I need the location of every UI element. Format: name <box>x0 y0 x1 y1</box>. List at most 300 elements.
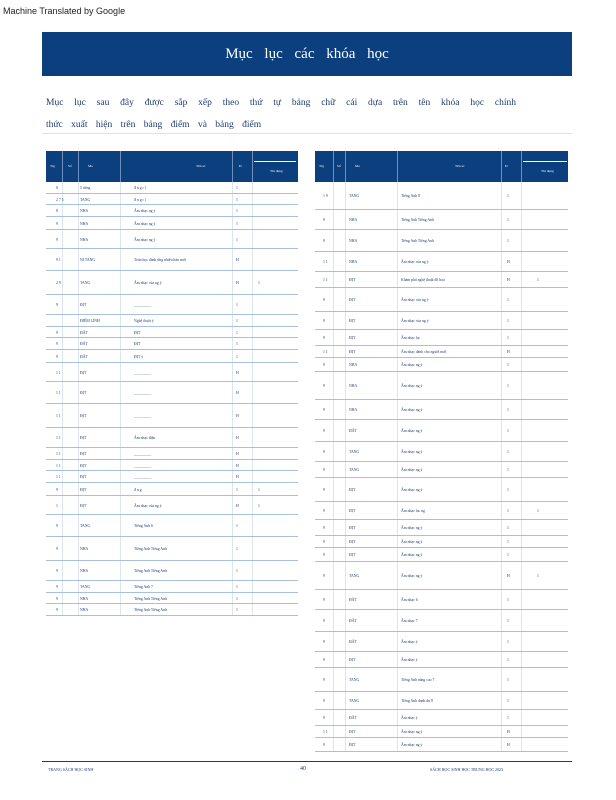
cell-c3: ĐỊT <box>134 342 141 346</box>
table-row <box>46 271 298 295</box>
table-row <box>46 593 298 604</box>
table-row <box>315 502 568 520</box>
cell-c3: _________ <box>134 391 152 395</box>
table-body-right <box>315 182 568 752</box>
cell-c2: TANG <box>349 450 360 454</box>
table-row <box>46 561 298 581</box>
cell-c4: 1 <box>507 699 509 703</box>
cell-c2: ĐỊT <box>349 730 356 734</box>
cell-c1: 9 <box>323 319 325 323</box>
table-row <box>46 537 298 561</box>
table-row <box>46 496 298 515</box>
cell-c1: 9 <box>56 524 58 528</box>
course-table-left <box>46 151 298 616</box>
table-row <box>46 327 298 338</box>
cell-c1: 9 <box>56 355 58 359</box>
table-row <box>315 710 568 726</box>
cell-c1: 9 <box>56 222 58 226</box>
cell-c4: 1 <box>507 336 509 340</box>
cell-c2: ĐỊT <box>349 488 356 492</box>
cell-c1: 1 <box>56 504 58 508</box>
cell-c5: 1 <box>258 504 260 508</box>
cell-c1: 9 <box>323 619 325 623</box>
page-number: 40 <box>300 766 306 772</box>
table-row <box>315 536 568 548</box>
table-row <box>46 295 298 315</box>
cell-c1: 9 1 <box>56 258 61 262</box>
intro-paragraph <box>46 92 516 136</box>
cell-c3: ĐỊT <box>134 331 141 335</box>
cell-c4: 1 <box>507 526 509 530</box>
cell-c4: H <box>236 504 239 508</box>
cell-c1: 1 1 <box>323 278 328 282</box>
cell-c1: 1 1 <box>56 391 61 395</box>
cell-c3: Âm nhạc của ng ý <box>134 281 162 285</box>
cell-c4: 1 <box>236 524 238 528</box>
cell-c4: 1 <box>507 658 509 662</box>
table-row <box>46 217 298 230</box>
cell-c1: 1 1 <box>323 730 328 734</box>
table-row <box>315 652 568 668</box>
cell-c2: ĐỊT <box>349 509 356 513</box>
cell-c4: 1 <box>236 186 238 190</box>
cell-c4: 1 <box>507 540 509 544</box>
cell-c2: TANG <box>80 585 91 589</box>
cell-c2: ĐỊT <box>349 319 356 323</box>
cell-c3: Âm nhạc 7 <box>401 619 418 623</box>
cell-c2: ĐỊT <box>80 475 87 479</box>
table-row <box>315 462 568 478</box>
table-row <box>315 272 568 288</box>
cell-c4: H <box>507 743 510 747</box>
table-row <box>315 726 568 738</box>
cell-c1: 9 <box>323 450 325 454</box>
cell-c4: 1 <box>236 608 238 612</box>
cell-c1: 9 <box>323 239 325 243</box>
cell-c3: Âm nhạc ng ý <box>401 429 423 433</box>
cell-c1: 9 <box>323 540 325 544</box>
cell-c3: Nghệ thuật ý <box>134 319 154 323</box>
cell-c4: 1 <box>236 209 238 213</box>
cell-c2: ĐẤT <box>349 640 357 644</box>
cell-c1: 9 <box>323 716 325 720</box>
cell-c3: Âm nhạc của ng ý <box>134 504 162 508</box>
table-body-left <box>46 182 298 616</box>
cell-c4: 1 <box>507 468 509 472</box>
cell-c2: NHA <box>349 239 358 243</box>
cell-c4: 1 <box>236 331 238 335</box>
cell-c4: 1 <box>507 553 509 557</box>
cell-c1: 2 7 5 <box>56 198 64 202</box>
cell-c1: 9 <box>56 331 58 335</box>
course-table-right <box>315 151 568 752</box>
cell-c1: 2 9 <box>56 281 61 285</box>
table-row <box>46 382 298 404</box>
cell-c4: 1 <box>507 450 509 454</box>
cell-c2: NHA <box>349 363 358 367</box>
table-row <box>315 610 568 632</box>
cell-c3: Âm nhạc dành cho người mới <box>401 350 447 354</box>
cell-c2: ĐẤT <box>349 598 357 602</box>
table-row <box>46 350 298 363</box>
cell-c3: Tiếng Anh Tiếng Anh <box>134 569 167 573</box>
intro-divider <box>42 133 572 134</box>
cell-c3: Tiếng Anh Tiếng Anh <box>134 597 167 601</box>
cell-c4: 1 <box>236 222 238 226</box>
cell-c1: 9 <box>323 574 325 578</box>
cell-c4: 1 <box>507 619 509 623</box>
cell-c1: 1 1 <box>323 260 328 264</box>
cell-c1: 9 <box>56 303 58 307</box>
cell-c3: đ n g r l <box>134 198 146 202</box>
table-row <box>46 194 298 205</box>
cell-c4: 1 <box>236 342 238 346</box>
cell-c3: Tiếng Anh danh dự 8 <box>401 699 434 703</box>
cell-c3: ĐỊT ý <box>134 355 144 359</box>
cell-c4: H <box>236 436 239 440</box>
table-row <box>315 288 568 312</box>
cell-c3: Âm nhạc ng ý <box>401 468 423 472</box>
cell-c2: NHA <box>80 569 89 573</box>
cell-c2: ĐỊT <box>349 540 356 544</box>
cell-c2: NHA <box>80 209 89 213</box>
cell-c2: TANG <box>80 524 91 528</box>
cell-c4: 1 <box>236 238 238 242</box>
cell-c3: Âm nhạc ý <box>401 640 418 644</box>
cell-c5: 1 <box>537 278 539 282</box>
table-row <box>315 632 568 652</box>
cell-c4: H <box>236 391 239 395</box>
cell-c3: Tiếng Anh Tiếng Anh <box>401 218 434 222</box>
cell-c1: 9 <box>323 363 325 367</box>
cell-c2: ĐỊT <box>349 350 356 354</box>
header-ma: Ma <box>88 164 93 168</box>
cell-c1: 9 <box>323 488 325 492</box>
cell-c3: Âm nhạc của ng ý <box>401 319 429 323</box>
footer-left: TRANG SÁCH HỌC SINH <box>48 767 94 772</box>
table-row <box>315 478 568 502</box>
cell-c2: TANG <box>80 198 91 202</box>
cell-c4: 1 <box>507 218 509 222</box>
cell-c1: 9 <box>323 553 325 557</box>
cell-c2: TANG <box>349 194 360 198</box>
cell-c5: 1 <box>537 574 539 578</box>
table-header <box>315 151 568 182</box>
cell-c2: ĐẤT <box>80 342 88 346</box>
footer-right: SÁCH HỌC SINH HỌC TRUNG HỌC 2023 <box>430 767 504 772</box>
cell-c2: ĐỊT <box>349 658 356 662</box>
table-row <box>46 363 298 382</box>
table-row <box>46 460 298 471</box>
cell-c4: 1 <box>507 384 509 388</box>
cell-c4: 1 <box>507 678 509 682</box>
cell-c1: 9 <box>323 468 325 472</box>
cell-c4: 1 <box>236 198 238 202</box>
table-row <box>315 520 568 536</box>
cell-c3: Âm nhạc ng ý <box>401 526 423 530</box>
header-so: Số <box>68 164 72 168</box>
table-row <box>46 404 298 428</box>
cell-c4: 1 <box>236 355 238 359</box>
cell-c4: 1 <box>236 547 238 551</box>
header-name: Tên sổ <box>455 164 465 168</box>
cell-c1: 9 <box>323 743 325 747</box>
table-row <box>46 515 298 537</box>
cell-c1: 9 <box>323 526 325 530</box>
cell-c3: Tiếng Anh 6 <box>134 524 153 528</box>
cell-c4: 1 <box>507 429 509 433</box>
cell-c1: 9 <box>56 569 58 573</box>
cell-c3: Âm nhạc của ng ý <box>401 298 429 302</box>
table-row <box>315 330 568 346</box>
table-row <box>46 182 298 194</box>
page-title: Mục lục các khóa học <box>42 32 572 76</box>
cell-c2: NHA <box>80 222 89 226</box>
table-row <box>46 471 298 483</box>
cell-c1: 1 1 <box>56 414 61 418</box>
table-row <box>315 312 568 330</box>
cell-c3: Tiếng Anh Tiếng Anh <box>134 547 167 551</box>
table-row <box>315 400 568 420</box>
header-trg: Trg <box>319 164 324 168</box>
cell-c3: Âm nhạc ng ý <box>401 363 423 367</box>
cell-c3: Âm nhạc ý <box>401 658 418 662</box>
cell-c1: 1 1 <box>323 350 328 354</box>
cell-c2: TANG <box>80 281 91 285</box>
cell-c4: 1 <box>507 640 509 644</box>
cell-c2: TANG <box>349 699 360 703</box>
cell-c4: 1 <box>236 319 238 323</box>
intro-line-1: Mục lục sau đây được sắp xếp theo thứ tự bảng chữ cái dựa trên tên khóa học chính <box>46 98 516 108</box>
table-row <box>46 249 298 271</box>
table-row <box>46 604 298 616</box>
cell-c4: 1 <box>507 716 509 720</box>
table-row <box>315 346 568 358</box>
cell-c3: _________ <box>134 371 152 375</box>
cell-c3: Âm nhạc ng ý <box>134 238 156 242</box>
cell-c4: 1 <box>236 303 238 307</box>
cell-c3: Âm nhạc ng ý <box>134 209 156 213</box>
cell-c4: 1 <box>507 509 509 513</box>
cell-c4: 1 <box>236 488 238 492</box>
cell-c2: NHA <box>349 260 358 264</box>
cell-c2: ĐẤT <box>80 355 88 359</box>
table-row <box>315 442 568 462</box>
table-row <box>315 230 568 252</box>
table-row <box>315 590 568 610</box>
cell-c2: ĐỊT <box>80 303 87 307</box>
cell-c1: 9 <box>56 585 58 589</box>
cell-c1: 9 <box>56 488 58 492</box>
table-row <box>46 483 298 496</box>
table-row <box>315 548 568 562</box>
cell-c3: Âm nhạc ng ý <box>401 450 423 454</box>
cell-c4: H <box>236 464 239 468</box>
table-row <box>315 668 568 692</box>
cell-c4: H <box>507 260 510 264</box>
cell-c1: 9 <box>323 298 325 302</box>
header-credit: Tín dụng <box>541 169 554 173</box>
cell-c3: _________ <box>134 414 152 418</box>
cell-c3: Tiếng Anh Tiếng Anh <box>134 608 167 612</box>
cell-c3: đ n g <box>134 488 142 492</box>
cell-c1: 9 <box>323 218 325 222</box>
table-row <box>46 205 298 217</box>
cell-c2: ĐỊT <box>349 526 356 530</box>
cell-c2: TANG <box>349 574 360 578</box>
table-header <box>46 151 298 182</box>
cell-c3: Âm nhạc ý <box>401 716 418 720</box>
cell-c1: 8 <box>56 209 58 213</box>
cell-c2: ĐẤT <box>349 716 357 720</box>
footer-divider <box>42 761 572 762</box>
table-row <box>46 448 298 460</box>
cell-c1: 1 1 <box>56 436 61 440</box>
cell-c2: ĐỊT <box>80 452 87 456</box>
cell-c3: Âm nhạc ng ý <box>401 384 423 388</box>
table-row <box>315 372 568 400</box>
cell-c1: 9 <box>323 640 325 644</box>
cell-c2: ĐẤT <box>80 331 88 335</box>
cell-c4: 1 <box>236 585 238 589</box>
cell-c2: NHA <box>349 408 358 412</box>
cell-c3: Âm nhạc 6 <box>401 598 418 602</box>
cell-c2: ĐẤT <box>349 619 357 623</box>
cell-c2: ĐỊT <box>349 278 356 282</box>
cell-c2: ĐỊT <box>80 371 87 375</box>
cell-c1: 9 <box>56 547 58 551</box>
cell-c1: 9 <box>323 509 325 513</box>
cell-c4: H <box>236 452 239 456</box>
cell-c4: H <box>236 414 239 418</box>
header-d: Đ <box>505 164 508 168</box>
cell-c2: ĐỊT <box>349 336 356 340</box>
cell-c4: 1 <box>507 194 509 198</box>
table-row <box>46 315 298 327</box>
cell-c1: 9 <box>56 238 58 242</box>
table-row <box>315 182 568 210</box>
cell-c3: _________ <box>134 452 152 456</box>
cell-c3: Âm nhạc lạc ng <box>401 509 425 513</box>
cell-c3: Âm nhạc ng ý <box>401 743 423 747</box>
cell-c2: ĐỊT <box>80 436 87 440</box>
cell-c3: Tiếng Anh 8 <box>401 194 420 198</box>
cell-c1: 9 <box>323 384 325 388</box>
table-row <box>315 420 568 442</box>
header-ma: Ma <box>355 164 360 168</box>
cell-c2: ĐỊT <box>349 743 356 747</box>
cell-c2: ĐẤT <box>349 429 357 433</box>
cell-c2: NHA <box>80 608 89 612</box>
table-row <box>46 230 298 249</box>
cell-c1: 1 1 <box>56 371 61 375</box>
cell-c2: NHA <box>80 597 89 601</box>
cell-c4: 1 <box>507 298 509 302</box>
machine-translated-label: Machine Translated by Google <box>3 6 126 16</box>
cell-c4: 1 <box>236 569 238 573</box>
cell-c2: ĐỊT <box>349 298 356 302</box>
cell-c1: 9 <box>56 608 58 612</box>
cell-c1: 9 <box>323 408 325 412</box>
cell-c3: Âm nhạc điệu <box>134 436 156 440</box>
cell-c3: Khám phá nghệ thuật đồ họa <box>401 278 445 282</box>
cell-c4: 1 <box>507 319 509 323</box>
cell-c1: 9 <box>323 678 325 682</box>
cell-c1: 1 9 <box>323 194 328 198</box>
cell-c3: _________ <box>134 303 152 307</box>
table-row <box>315 562 568 590</box>
cell-c3: Âm nhạc ng ý <box>401 553 423 557</box>
cell-c3: Âm nhạc ng ý <box>401 574 423 578</box>
cell-c1: 9 <box>323 336 325 340</box>
cell-c2: NHA <box>80 238 89 242</box>
cell-c3: Âm nhạc ng ý <box>401 408 423 412</box>
cell-c2: ĐỊT <box>80 414 87 418</box>
cell-c4: H <box>507 350 510 354</box>
cell-c2: ĐỊT <box>80 488 87 492</box>
cell-c2: ĐỊT <box>80 464 87 468</box>
header-so: Số <box>337 164 341 168</box>
cell-c1: 1 1 <box>56 464 61 468</box>
cell-c1: 9 <box>56 342 58 346</box>
cell-c4: H <box>236 475 239 479</box>
cell-c3: Âm nhạc của ng ý <box>401 260 429 264</box>
header-name: Tên sổ <box>196 164 206 168</box>
cell-c3: Âm nhạc ng ý <box>401 730 423 734</box>
cell-c2: ĐIỂM LĨNH <box>80 319 100 323</box>
cell-c3: Âm nhạc lạc <box>401 336 421 340</box>
cell-c3: Tiếng Anh Tiếng Anh <box>401 239 434 243</box>
cell-c4: H <box>507 730 510 734</box>
cell-c1: 1 1 <box>56 452 61 456</box>
table-row <box>315 358 568 372</box>
cell-c2: ĐỊT <box>80 391 87 395</box>
header-credit: Tín dụng <box>270 169 283 173</box>
table-row <box>315 210 568 230</box>
header-d: Đ <box>239 164 242 168</box>
table-row <box>315 738 568 752</box>
intro-line-2: thức xuất hiện trên bảng điểm và bảng điểm <box>46 120 262 130</box>
table-row <box>315 692 568 710</box>
cell-c1: 9 <box>323 598 325 602</box>
cell-c2: NHA <box>80 547 89 551</box>
cell-c3: Toán học dành ứng nhiệu bản mới <box>134 258 186 262</box>
cell-c1: 9 <box>323 429 325 433</box>
cell-c1: 9 <box>56 597 58 601</box>
cell-c4: H <box>236 281 239 285</box>
cell-c3: Âm nhạc ng ý <box>401 540 423 544</box>
cell-c4: 1 <box>236 597 238 601</box>
cell-c2: NI TANG <box>80 258 96 262</box>
cell-c3: _________ <box>134 464 152 468</box>
cell-c4: H <box>236 258 239 262</box>
table-row <box>46 338 298 350</box>
cell-c3: _________ <box>134 475 152 479</box>
cell-c4: 1 <box>507 363 509 367</box>
cell-c4: 1 <box>507 239 509 243</box>
cell-c5: 1 <box>258 488 260 492</box>
cell-c3: đ n g r l <box>134 186 146 190</box>
cell-c2: ĐỊT <box>80 504 87 508</box>
cell-c2: ĐỊT <box>349 553 356 557</box>
cell-c3: Âm nhạc ng ý <box>401 488 423 492</box>
table-row <box>46 428 298 448</box>
table-row <box>315 252 568 272</box>
cell-c1: 9 <box>323 658 325 662</box>
cell-c2: NHA <box>349 218 358 222</box>
cell-c2: TANG <box>349 468 360 472</box>
cell-c5: 1 <box>258 281 260 285</box>
